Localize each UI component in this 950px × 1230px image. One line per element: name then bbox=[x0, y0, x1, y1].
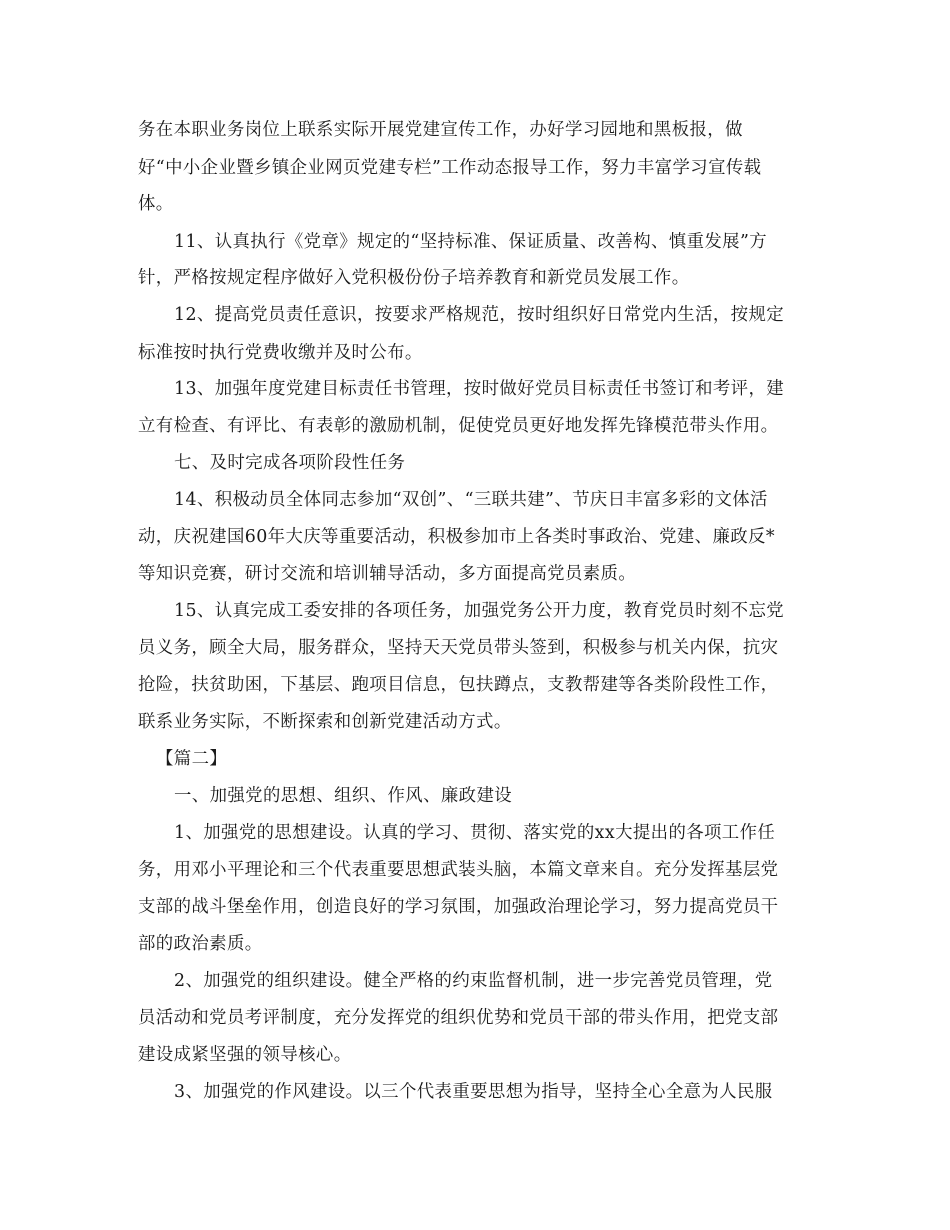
text-line: 标准按时执行党费收缴并及时公布。 bbox=[138, 343, 423, 363]
text-line: 务，用邓小平理论和三个代表重要思想武装头脑，本篇文章来自。充分发挥基层党 bbox=[138, 860, 779, 880]
text-line: 员活动和党员考评制度，充分发挥党的组织优势和党员干部的带头作用，把党支部 bbox=[138, 1008, 779, 1028]
text-line: 动，庆祝建国60年大庆等重要活动，积极参加市上各类时事政治、党建、廉政反* bbox=[138, 527, 775, 547]
text-line: 好“中小企业暨乡镇企业网页党建专栏”工作动态报导工作，努力丰富学习宣传载 bbox=[138, 158, 762, 178]
text-line: 支部的战斗堡垒作用，创造良好的学习氛围，加强政治理论学习，努力提高党员干 bbox=[138, 897, 779, 917]
part-heading: 【篇二】 bbox=[156, 749, 228, 769]
text-line: 体。 bbox=[138, 194, 174, 214]
text-line: 15、认真完成工委安排的各项任务，加强党务公开力度，教育党员时刻不忘党 bbox=[174, 601, 785, 621]
section-heading: 七、及时完成各项阶段性任务 bbox=[174, 453, 406, 473]
text-line: 11、认真执行《党章》规定的“坚持标准、保证质量、改善构、慎重发展”方 bbox=[174, 232, 768, 252]
text-line: 务在本职业务岗位上联系实际开展党建宣传工作，办好学习园地和黑板报，做 bbox=[138, 120, 743, 140]
text-line: 针，严格按规定程序做好入党积极份份子培养教育和新党员发展工作。 bbox=[138, 268, 690, 288]
text-line: 3、加强党的作风建设。以三个代表重要思想为指导，坚持全心全意为人民服 bbox=[174, 1082, 773, 1102]
section-heading: 一、加强党的思想、组织、作风、廉政建设 bbox=[174, 786, 513, 806]
text-line: 立有检查、有评比、有表彰的激励机制，促使党员更好地发挥先锋模范带头作用。 bbox=[138, 416, 779, 436]
text-line: 2、加强党的组织建设。健全严格的约束监督机制，进一步完善党员管理，党 bbox=[174, 971, 773, 991]
text-line: 等知识竞赛，研讨交流和培训辅导活动，多方面提高党员素质。 bbox=[138, 564, 637, 584]
text-line: 14、积极动员全体同志参加“双创”、“三联共建”、节庆日丰富多彩的文体活 bbox=[174, 490, 768, 510]
text-line: 建设成紧坚强的领导核心。 bbox=[138, 1045, 352, 1065]
text-line: 联系业务实际，不断探索和创新党建活动方式。 bbox=[138, 712, 512, 732]
text-line: 12、提高党员责任意识，按要求严格规范，按时组织好日常党内生活，按规定 bbox=[174, 305, 785, 325]
text-line: 13、加强年度党建目标责任书管理，按时做好党员目标责任书签订和考评，建 bbox=[174, 379, 785, 399]
text-line: 部的政治素质。 bbox=[138, 934, 263, 954]
text-line: 1、加强党的思想建设。认真的学习、贯彻、落实党的xx大提出的各项工作任 bbox=[174, 823, 776, 843]
text-line: 员义务，顾全大局，服务群众，坚持天天党员带头签到，积极参与机关内保，抗灾 bbox=[138, 638, 779, 658]
text-line: 抢险，扶贫助困，下基层、跑项目信息，包扶蹲点，支教帮建等各类阶段性工作， bbox=[138, 675, 779, 695]
